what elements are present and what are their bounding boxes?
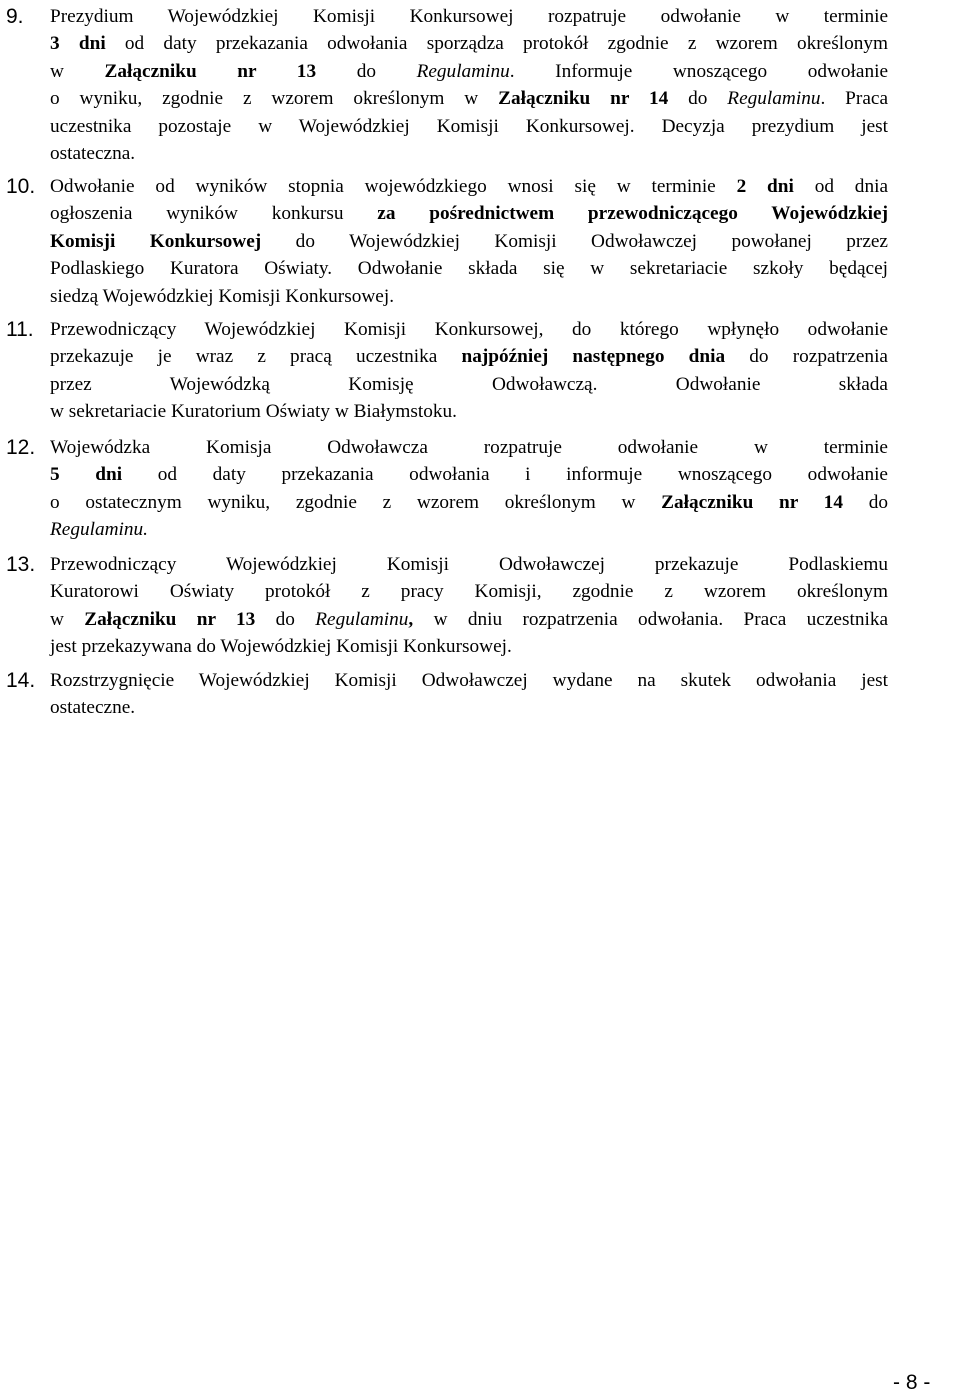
text-run: w sekretariacie Kuratorium Oświaty w Białymstoku. [50,401,457,423]
item-text [50,667,888,722]
text-line [50,489,888,516]
text-line [50,228,888,255]
text-run: w [50,60,105,82]
text-line [50,667,888,694]
item-number: 11. [6,318,34,341]
text-run: Podlaskiego Kuratora Oświaty. Odwołanie składa się w sekretariacie szkoły będącej [50,258,888,280]
text-run: przez Wojewódzką Komisję Odwoławczą. Odwołanie składa [50,373,888,395]
text-run: o ostatecznym wyniku, zgodnie z wzorem określonym w [50,491,662,513]
bold-text: 3 dni [50,33,106,55]
bold-text: Komisji Konkursowej [50,230,262,252]
italic-text: Regulaminu [727,88,821,110]
item-number: 10. [6,175,36,198]
text-line [50,255,888,282]
text-line [50,30,888,57]
text-run: Przewodniczący Wojewódzkiej Komisji Odwoławczej przekazuje Podlaskiemu [50,554,888,575]
text-run: do [842,491,888,513]
text-run: przekazuje je wraz z pracą uczestnika [50,346,462,368]
item-number: 12. [6,436,36,459]
text-line [50,173,888,200]
bold-text: Załączniku nr 14 [498,88,669,110]
text-line [50,343,888,370]
text-run: Odwołanie od wyników stopnia wojewódzkiego wnosi się w terminie [50,176,737,197]
text-line [50,461,888,488]
text-run: Rozstrzygnięcie Wojewódzkiej Komisji Odwoławczej wydane na skutek odwołania jest [50,670,888,691]
text-run: ostateczne. [50,697,136,719]
text-line [50,85,888,112]
text-line [50,58,888,85]
item-text [50,434,888,544]
bold-text: , [408,608,414,630]
text-run: ogłoszenia wyników konkursu [50,203,378,225]
text-line [50,516,888,543]
text-line [50,606,888,633]
text-line [50,3,888,30]
text-line [50,578,888,605]
item-text [50,3,888,167]
bold-text: Załączniku nr 13 [84,608,256,630]
item-text [50,316,888,426]
text-run: . Praca [820,88,889,110]
text-run: siedzą Wojewódzkiej Komisji Konkursowej. [50,285,395,307]
text-run: Wojewódzka Komisja Odwoławcza rozpatruje odwołanie w terminie [50,437,888,458]
bold-text: 5 dni [50,464,123,486]
bold-text: za pośrednictwem przewodniczącego Wojewódzkiej [377,203,889,225]
text-line [50,283,888,310]
text-run: w [50,608,85,630]
text-run: o wyniku, zgodnie z wzorem określonym w [50,88,499,110]
text-run: do rozpatrzenia [725,346,888,368]
text-run: uczestnika pozostaje w Wojewódzkiej Komisji Konkursowej. Decyzja prezydium jest [50,115,888,137]
text-run: ostateczna. [50,143,136,165]
text-run: Prezydium Wojewódzkiej Komisji Konkursowej rozpatruje odwołanie w terminie [50,6,888,27]
text-run: do [255,608,316,630]
text-run: w dniu rozpatrzenia odwołania. Praca uczestnika [413,608,889,630]
item-number: 13. [6,553,36,576]
text-run: jest przekazywana do Wojewódzkiej Komisji Konkursowej. [50,636,512,658]
page-number: - 8 - [893,1371,931,1394]
text-line [50,434,888,461]
text-line [50,113,888,140]
text-run: od daty przekazania odwołania sporządza protokół zgodnie z wzorem określonym [105,33,888,55]
text-run: do [668,88,728,110]
text-run: od dnia [793,176,889,197]
text-line [50,398,888,425]
bold-text: 2 dni [736,176,794,197]
italic-text: Regulaminu. [50,519,148,541]
bold-text: Załączniku nr 13 [104,60,317,82]
text-run: Przewodniczący Wojewódzkiej Komisji Konkursowej, do którego wpłynęło odwołanie [50,319,888,340]
text-line [50,371,888,398]
text-line [50,633,888,660]
bold-text: najpóźniej następnego dnia [461,346,726,368]
text-line [50,551,888,578]
text-line [50,694,888,721]
text-line [50,140,888,167]
text-run: . Informuje wnoszącego odwołanie [509,60,889,82]
text-line [50,316,888,343]
text-run: do [316,60,417,82]
text-run: do Wojewódzkiej Komisji Odwoławczej powołanej przez [261,230,888,252]
item-number: 9. [6,5,24,28]
text-run: od daty przekazania odwołania i informuje wnoszącego odwołanie [122,464,888,486]
text-run: Kuratorowi Oświaty protokół z pracy Komisji, zgodnie z wzorem określonym [50,581,888,603]
item-text [50,551,888,661]
item-number: 14. [6,669,36,692]
italic-text: Regulaminu [315,608,409,630]
bold-text: Załączniku nr 14 [661,491,843,513]
item-text [50,173,888,310]
text-line [50,200,888,227]
italic-text: Regulaminu [416,60,510,82]
